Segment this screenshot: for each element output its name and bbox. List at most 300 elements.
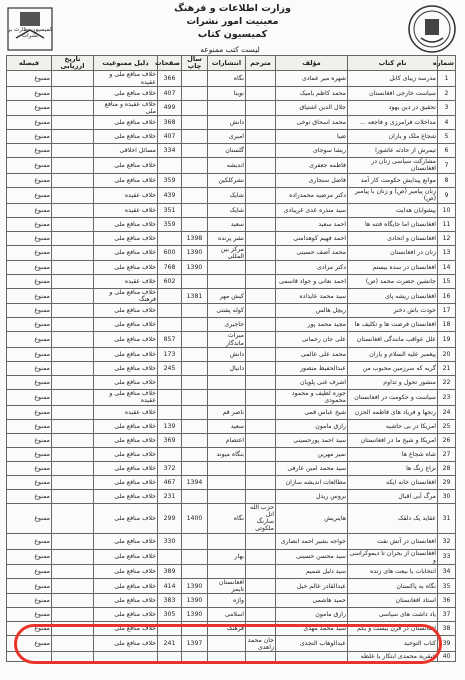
cell-pub: جاجیری [208,318,246,332]
cell-date [52,245,94,260]
cell-title: افغانستان در آتش نفت [348,533,438,549]
table-row [7,144,456,158]
cell-pages: 600 [158,245,182,260]
column-header: فیصله [7,56,52,71]
cell-pub [208,389,246,405]
cell-res: ممنوع [7,461,52,475]
cell-author: شهره میر عمادی [276,71,348,86]
cell-reason: خلاف منافع ملی و عقیده [94,389,158,405]
cell-res: ممنوع [7,433,52,447]
cell-res: ممنوع [7,475,52,489]
cell-date [52,173,94,187]
cell-res: ممنوع [7,318,52,332]
cell-tr [246,389,276,405]
list-title: لیست کتب ممنوعه [200,45,260,54]
cell-author: رازق مامون [276,419,348,433]
cell-tr [246,579,276,594]
letterhead [0,0,465,62]
table-row [7,405,456,419]
cell-reason: خلاف منافع ملی [94,622,158,636]
cell-tr [246,245,276,260]
cell-author: خواجه بشیر احمد انصاری [276,533,348,549]
cell-reason: خلاف منافع ملی و فرهنگ [94,289,158,304]
cell-pub [208,275,246,289]
ministry-emblem-icon [407,4,457,54]
cell-n: 5 [438,130,456,144]
cell-title: افغانستان و اتحادی [348,231,438,245]
cell-reason: خلاف منافع ملی [94,533,158,549]
cell-n: 14 [438,261,456,275]
cell-tr [246,261,276,275]
cell-reason: خلاف منافع ملی [94,461,158,475]
cell-pages [158,447,182,461]
cell-n: 34 [438,565,456,579]
cell-res: ممنوع [7,447,52,461]
cell-date [52,419,94,433]
cell-tr [246,419,276,433]
cell-title: عقاید یک دلقک [348,503,438,533]
cell-pages: 139 [158,419,182,433]
table-row [7,203,456,217]
cell-title: عبقرية محمدی ابتکار یا علطه [348,652,438,662]
cell-res: ممنوع [7,347,52,361]
cell-pub [208,375,246,389]
cell-res: ممنوع [7,419,52,433]
table-row [7,447,456,461]
cell-res: ممنوع [7,565,52,579]
cell-tr [246,447,276,461]
cell-pub: نگاه [208,71,246,86]
cell-tr [246,533,276,549]
cell-pub: کوله پشتی [208,304,246,318]
cell-author: مجید محمد پور [276,318,348,332]
cell-res: ممنوع [7,361,52,375]
cell-title: افغانستان در سده بیستم [348,261,438,275]
cell-year: 1390 [182,579,208,594]
cell-title: افغانستان فرصت ها و تکلیف ها [348,318,438,332]
cell-n: 35 [438,579,456,594]
cell-res: ممنوع [7,375,52,389]
cell-author: جوره لطیف و محمود محمودی [276,389,348,405]
cell-author: احمد نعانی و جواد قاسمی [276,275,348,289]
cell-date [52,461,94,475]
department-name: معینیت امور نشرات [186,16,279,27]
table-row [7,375,456,389]
cell-author: فاضل سنجاری [276,173,348,187]
cell-n: 25 [438,419,456,433]
cell-reason: خلاف منافع ملی [94,130,158,144]
cell-title: کتاب التوحید [348,636,438,652]
table-row [7,419,456,433]
cell-date [52,86,94,100]
cell-date [52,158,94,173]
table-row [7,100,456,115]
cell-title: افغانستان اما جایگاه فتنه ها [348,217,438,231]
column-header: انتشارات [208,56,246,71]
cell-reason: خلاف منافع ملی [94,332,158,347]
cell-year [182,158,208,173]
cell-pages: 372 [158,461,182,475]
cell-pub: نشر پرنده [208,231,246,245]
cell-reason: خلاف منافع ملی [94,565,158,579]
cell-date [52,275,94,289]
cell-year [182,144,208,158]
cell-author: محمد علی عالمی [276,347,348,361]
column-header: مترجم [246,56,276,71]
cell-pages: 305 [158,608,182,622]
cell-author: مطالعات اندیشه سازان [276,475,348,489]
table-row [7,389,456,405]
cell-pages [158,318,182,332]
cell-n: 20 [438,347,456,361]
cell-n: 19 [438,332,456,347]
table-row [7,332,456,347]
cell-tr: حزب الله اتل سارنگ ملکوتی [246,503,276,533]
cell-reason: خلاف منافع ملی [94,318,158,332]
cell-title: یاد داشت های سیاسی [348,608,438,622]
cell-res: ممنوع [7,261,52,275]
cell-reason: خلاف عقیده [94,275,158,289]
cell-pub: واژه [208,594,246,608]
cell-reason: خلاف عقیده [94,203,158,217]
cell-title: پیغمبر علیه السلام و یاران [348,347,438,361]
cell-res: ممنوع [7,217,52,231]
cell-author: سید محسن حسینی [276,549,348,564]
cell-res: ممنوع [7,203,52,217]
cell-author: اشرف غنی پلویان [276,375,348,389]
cell-pages [158,231,182,245]
cell-pub [208,261,246,275]
cell-pages [158,405,182,419]
cell-tr [246,405,276,419]
cell-reason: خلاف منافع ملی [94,116,158,130]
cell-author: عبدالحفیظ منصور [276,361,348,375]
cell-reason: خلاف منافع ملی [94,86,158,100]
column-header: صفحات [158,56,182,71]
cell-pub [208,461,246,475]
cell-title: شاه شجاع ها [348,447,438,461]
cell-year [182,304,208,318]
cell-reason: خلاف منافع ملی [94,475,158,489]
cell-tr [246,71,276,86]
cell-year [182,565,208,579]
cell-pub: سعید [208,217,246,231]
cell-pages: 299 [158,503,182,533]
cell-tr [246,203,276,217]
cell-n: 12 [438,231,456,245]
column-header: نام کتاب [348,56,438,71]
cell-date [52,261,94,275]
table-row [7,304,456,318]
cell-pub: سعید [208,419,246,433]
cell-n: 39 [438,636,456,652]
logo-caption: کمیسیون نظارت بر نشرات [7,27,53,39]
table-row [7,347,456,361]
table-row [7,173,456,187]
cell-reason: خلاف منافع ملی [94,608,158,622]
cell-tr [246,475,276,489]
cell-pub: مرکز بین المللی [208,245,246,260]
cell-tr [246,100,276,115]
cell-n: 36 [438,594,456,608]
cell-date [52,347,94,361]
cell-pub: بنگاه میوند [208,447,246,461]
cell-year [182,447,208,461]
cell-author: شیخ عباس قمی [276,405,348,419]
cell-pages: 414 [158,579,182,594]
cell-pages [158,549,182,564]
cell-res: ممنوع [7,231,52,245]
cell-year [182,217,208,231]
cell-pub: اندیشه [208,158,246,173]
cell-date [52,475,94,489]
cell-res: ممنوع [7,245,52,260]
cell-author: محمد اسحاق توخی [276,116,348,130]
cell-tr [246,433,276,447]
cell-pages: 389 [158,565,182,579]
cell-date [52,489,94,503]
cell-pub [208,489,246,503]
cell-pub: شایک [208,203,246,217]
cell-author: سید محمد مهدی [276,622,348,636]
table-row [7,217,456,231]
cell-title: مشارکت سیاسی زنان در افغانستان [348,158,438,173]
cell-title: مداخلات فرامرزی و فاجعه ... [348,116,438,130]
cell-title: علل عواقب مانندگی افغانستان [348,332,438,347]
cell-pub: فرهنگ [208,622,246,636]
cell-year: 1400 [182,503,208,533]
cell-res: ممنوع [7,289,52,304]
cell-title: نگاه به پاکستان [348,579,438,594]
cell-title: گریه که سرزمین محبوب من [348,361,438,375]
letterhead-titles [110,2,355,41]
cell-author: فاطمه جعفری [276,158,348,173]
cell-pages: 359 [158,217,182,231]
cell-author: عبدالقادر عالم خیل [276,579,348,594]
cell-tr [246,275,276,289]
cell-year [182,549,208,564]
table-row [7,594,456,608]
table-row [7,318,456,332]
cell-pages: 368 [158,116,182,130]
cell-n: 22 [438,375,456,389]
cell-author: حمید هاشمی [276,594,348,608]
cell-tr: جان محمد زاهدی [246,636,276,652]
cell-pages [158,375,182,389]
cell-tr [246,86,276,100]
table-row [7,503,456,533]
cell-reason: خلاف منافع ملی [94,158,158,173]
cell-pages [158,304,182,318]
cell-pub: میراث ماندگار [208,332,246,347]
cell-n: 11 [438,217,456,231]
cell-tr [246,304,276,318]
cell-reason: خلاف منافع ملی و عقیده [94,71,158,86]
cell-title: موانع پیدایش حکومت کار آمد [348,173,438,187]
cell-date [52,405,94,419]
cell-year [182,116,208,130]
cell-n: 3 [438,100,456,115]
cell-author: سید محمد امین عارفی [276,461,348,475]
cell-n: 2 [438,86,456,100]
cell-pages: 330 [158,533,182,549]
cell-pages: 383 [158,594,182,608]
cell-tr [246,549,276,564]
cell-n: 24 [438,405,456,419]
cell-pages [158,389,182,405]
cell-year [182,187,208,203]
table-row [7,245,456,260]
cell-tr [246,116,276,130]
cell-date [52,71,94,86]
cell-date [52,289,94,304]
cell-res: ممنوع [7,579,52,594]
cell-author: جلال الدین اشتیاق [276,100,348,115]
cell-date [52,116,94,130]
cell-title: زنان در افغانستان [348,245,438,260]
cell-pages: 467 [158,475,182,489]
cell-pub: نشرکلکین [208,173,246,187]
cell-author: دکتر مرضیه محمدزاده [276,187,348,203]
commission-name: کمیسیون کتاب [197,29,268,40]
column-header: سال چاپ [182,56,208,71]
cell-n: 33 [438,549,456,564]
cell-pages: 369 [158,433,182,447]
cell-res: ممنوع [7,533,52,549]
cell-tr [246,144,276,158]
cell-n: 8 [438,173,456,187]
cell-year [182,419,208,433]
cell-date [52,594,94,608]
cell-title: امریکا و شیخ ما در افغانستان [348,433,438,447]
cell-pages [158,289,182,304]
cell-pages: 499 [158,100,182,115]
cell-title: انتخابات یا بیعت های زنده [348,565,438,579]
cell-pages: 173 [158,347,182,361]
cell-n: 23 [438,389,456,405]
cell-year: 1390 [182,594,208,608]
cell-title: استاد افغانستان [348,594,438,608]
cell-year: 1390 [182,245,208,260]
cell-year [182,173,208,187]
cell-res: ممنوع [7,608,52,622]
cell-year [182,433,208,447]
cell-reason: خلاف منافع ملی [94,347,158,361]
cell-reason: خلاف عقیده [94,405,158,419]
cell-date [52,389,94,405]
cell-pub [208,475,246,489]
cell-pub: گلستان [208,144,246,158]
cell-author: محمد کاظم بامیک [276,86,348,100]
cell-pages: 602 [158,275,182,289]
cell-year [182,375,208,389]
cell-pages: 768 [158,261,182,275]
table-row [7,475,456,489]
cell-tr [246,231,276,245]
cell-year [182,405,208,419]
cell-author: سید دلیل شمیم [276,565,348,579]
cell-reason: خلاف منافع ملی [94,231,158,245]
table-row [7,549,456,564]
cell-year [182,361,208,375]
cell-res: ممنوع [7,405,52,419]
cell-res: ممنوع [7,275,52,289]
cell-n: 4 [438,116,456,130]
cell-reason: مسائل اخلاقی [94,144,158,158]
cell-author: ریشا سوجای [276,144,348,158]
cell-reason: خلاف منافع ملی [94,261,158,275]
cell-year: 1397 [182,636,208,652]
cell-year [182,533,208,549]
cell-date [52,203,94,217]
cell-n: 32 [438,533,456,549]
cell-year [182,489,208,503]
cell-reason: خلاف منافع ملی [94,173,158,187]
cell-pub: دانش [208,347,246,361]
cell-n: 30 [438,489,456,503]
cell-pages: 857 [158,332,182,347]
cell-tr [246,217,276,231]
ministry-name: وزارت اطلاعات و فرهنگ [174,3,291,14]
cell-title: افغانستان ریشه پای [348,289,438,304]
cell-date [52,549,94,564]
cell-tr [246,361,276,375]
cell-tr [246,318,276,332]
cell-pages: 231 [158,489,182,503]
cell-reason: خلاف عقیده [94,187,158,203]
table-row [7,361,456,375]
cell-pages: 407 [158,86,182,100]
cell-res: ممنوع [7,130,52,144]
cell-date [52,318,94,332]
cell-year [182,332,208,347]
cell-reason: خلاف عقیده و منافع ملی [94,100,158,115]
cell-n: 18 [438,318,456,332]
table-row [7,608,456,622]
cell-reason: خلاف منافع ملی [94,549,158,564]
cell-reason: خلاف منافع ملی [94,304,158,318]
cell-date [52,433,94,447]
cell-year: 1398 [182,231,208,245]
cell-year [182,100,208,115]
cell-tr [246,375,276,389]
table-row [7,433,456,447]
column-header: تاریخ ارزیابی [52,56,94,71]
cell-title: شجاع ملک و یاران [348,130,438,144]
cell-pub: دانش [208,116,246,130]
table-row [7,579,456,594]
cell-author: سید احمد پورحسینی [276,433,348,447]
cell-date [52,375,94,389]
cell-res: ممنوع [7,187,52,203]
cell-res: ممنوع [7,173,52,187]
cell-pub [208,533,246,549]
cell-res: ممنوع [7,489,52,503]
cell-author: ریچل هالس [276,304,348,318]
cell-title: نزاع رنگ ها [348,461,438,475]
cell-title: تیمرش از حادثه عاشورا [348,144,438,158]
cell-reason: خلاف منافع ملی [94,361,158,375]
cell-title: منشور تحول و تداوم [348,375,438,389]
cell-tr [246,130,276,144]
cell-n: 16 [438,289,456,304]
cell-year: 1381 [182,289,208,304]
cell-n: 28 [438,461,456,475]
table-row [7,275,456,289]
cell-n: 26 [438,433,456,447]
cell-pub: افغانستان تایمز [208,579,246,594]
table-row [7,289,456,304]
